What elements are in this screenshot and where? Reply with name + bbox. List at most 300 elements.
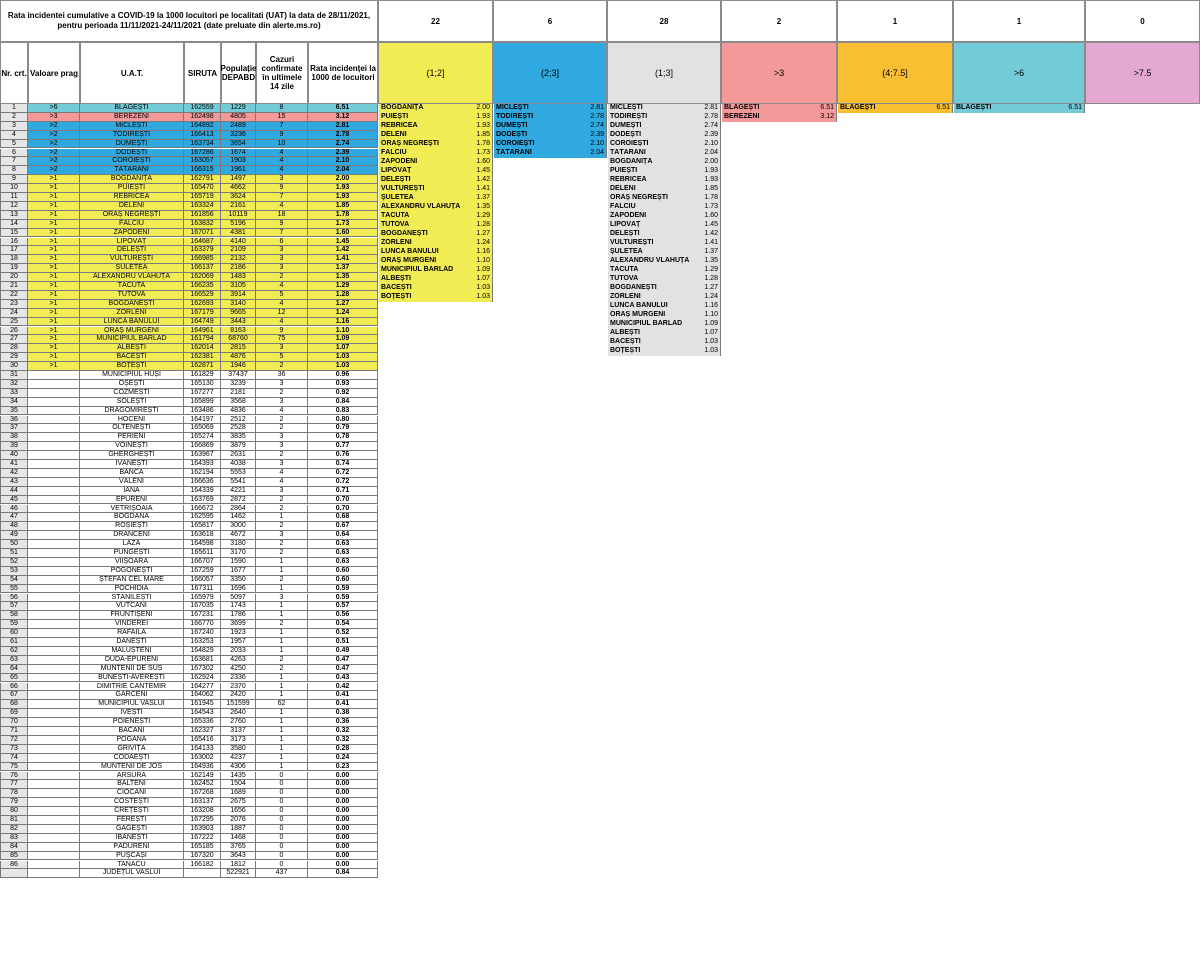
row-rata: 0.96 (308, 371, 378, 380)
table-row (0, 763, 378, 772)
row-prag (28, 451, 80, 460)
row-siruta: 166235 (184, 282, 221, 291)
row-populatie: 5553 (221, 469, 256, 478)
row-populatie: 1674 (221, 149, 256, 158)
row-rata: 0.77 (308, 442, 378, 451)
row-uat: ȘTEFAN CEL MARE (80, 576, 184, 585)
row-nr: 2 (0, 113, 28, 122)
row-prag (28, 513, 80, 522)
table-row (0, 807, 378, 816)
row-nr: 52 (0, 558, 28, 567)
row-nr: 70 (0, 718, 28, 727)
row-siruta: 167277 (184, 389, 221, 398)
row-siruta: 163002 (184, 754, 221, 763)
row-siruta: 164133 (184, 745, 221, 754)
row-uat: FEREȘTI (80, 816, 184, 825)
row-rata: 1.93 (308, 184, 378, 193)
row-uat: PĂDURENI (80, 843, 184, 852)
row-rata: 0.83 (308, 407, 378, 416)
row-rata: 0.64 (308, 531, 378, 540)
row-rata: 1.07 (308, 344, 378, 353)
table-row (0, 522, 378, 531)
row-siruta: 161856 (184, 211, 221, 220)
list-item (379, 293, 492, 302)
row-nr: 19 (0, 264, 28, 273)
list-item (608, 329, 720, 338)
row-siruta: 165719 (184, 193, 221, 202)
row-uat: JUDEȚUL VASLUI (80, 869, 184, 878)
row-rata: 0.76 (308, 451, 378, 460)
row-siruta: 167240 (184, 629, 221, 638)
list-item (954, 104, 1084, 113)
row-rata: 0.49 (308, 647, 378, 656)
table-row (0, 318, 378, 327)
row-nr: 33 (0, 389, 28, 398)
row-prag (28, 665, 80, 674)
row-cazuri: 9 (256, 220, 308, 229)
table-row (0, 175, 378, 184)
row-rata: 1.45 (308, 238, 378, 247)
row-populatie: 4250 (221, 665, 256, 674)
row-cazuri: 0 (256, 861, 308, 870)
row-prag: >2 (28, 140, 80, 149)
row-cazuri: 2 (256, 273, 308, 282)
list-item-name: LIPOVĂȚ (610, 221, 641, 228)
row-prag (28, 656, 80, 665)
row-cazuri: 437 (256, 869, 308, 878)
row-nr: 9 (0, 175, 28, 184)
row-cazuri: 1 (256, 567, 308, 576)
row-uat: COZMEȘTI (80, 389, 184, 398)
table-row (0, 531, 378, 540)
row-cazuri: 3 (256, 460, 308, 469)
row-cazuri: 9 (256, 327, 308, 336)
row-siruta: 163486 (184, 407, 221, 416)
row-uat: PUNGEȘTI (80, 549, 184, 558)
column-divider (492, 104, 493, 302)
row-siruta: 167286 (184, 149, 221, 158)
row-rata: 0.60 (308, 567, 378, 576)
row-siruta: 166057 (184, 576, 221, 585)
row-uat: VETRIȘOAIA (80, 505, 184, 514)
list-item (608, 257, 720, 266)
row-uat: HOCENI (80, 416, 184, 425)
row-uat: GHERGHEȘTI (80, 451, 184, 460)
list-item (608, 122, 720, 131)
row-cazuri: 1 (256, 718, 308, 727)
row-prag (28, 789, 80, 798)
row-populatie: 1689 (221, 789, 256, 798)
row-nr: 39 (0, 442, 28, 451)
table-row (0, 549, 378, 558)
row-nr: 42 (0, 469, 28, 478)
list-item-value: 2.39 (704, 131, 718, 138)
table-row (0, 816, 378, 825)
table-row (0, 718, 378, 727)
row-prag (28, 433, 80, 442)
row-rata: 0.57 (308, 602, 378, 611)
row-uat: BOGDANA (80, 513, 184, 522)
list-item-value: 6.51 (820, 104, 834, 111)
row-prag: >1 (28, 291, 80, 300)
list-item (379, 113, 492, 122)
table-row (0, 674, 378, 683)
row-prag (28, 594, 80, 603)
row-prag: >1 (28, 300, 80, 309)
row-siruta: 162559 (184, 104, 221, 113)
row-uat: POGONEȘTI (80, 567, 184, 576)
summary-count: 1 (953, 0, 1085, 42)
row-nr (0, 869, 28, 878)
row-populatie: 151599 (221, 700, 256, 709)
row-cazuri: 4 (256, 407, 308, 416)
row-rata: 0.59 (308, 585, 378, 594)
row-populatie: 2109 (221, 246, 256, 255)
row-cazuri: 2 (256, 665, 308, 674)
row-cazuri: 2 (256, 522, 308, 531)
row-siruta: 162871 (184, 362, 221, 371)
list-item (379, 221, 492, 230)
row-siruta: 162452 (184, 780, 221, 789)
row-rata: 0.78 (308, 433, 378, 442)
list-item (494, 140, 606, 149)
row-nr: 56 (0, 594, 28, 603)
row-cazuri: 0 (256, 843, 308, 852)
table-row (0, 193, 378, 202)
row-cazuri: 0 (256, 772, 308, 781)
list-item-value: 1.03 (476, 293, 490, 300)
row-rata: 0.00 (308, 807, 378, 816)
row-cazuri: 0 (256, 852, 308, 861)
list-item (379, 176, 492, 185)
row-nr: 17 (0, 246, 28, 255)
row-siruta: 165069 (184, 424, 221, 433)
row-prag: >1 (28, 344, 80, 353)
row-populatie: 4263 (221, 656, 256, 665)
row-cazuri: 4 (256, 469, 308, 478)
row-populatie: 4306 (221, 763, 256, 772)
row-prag (28, 674, 80, 683)
row-populatie: 3624 (221, 193, 256, 202)
row-cazuri: 1 (256, 691, 308, 700)
list-item-name: BLĂGEȘTI (840, 104, 876, 111)
row-prag: >1 (28, 220, 80, 229)
row-cazuri: 9 (256, 184, 308, 193)
table-row (0, 780, 378, 789)
row-siruta: 163769 (184, 496, 221, 505)
table-row (0, 567, 378, 576)
row-populatie: 1468 (221, 834, 256, 843)
list-item (379, 230, 492, 239)
list-item-value: 1.73 (476, 149, 490, 156)
table-row (0, 149, 378, 158)
list-item-value: 1.37 (704, 248, 718, 255)
row-nr: 22 (0, 291, 28, 300)
row-populatie: 4237 (221, 754, 256, 763)
row-rata: 0.00 (308, 816, 378, 825)
row-prag: >2 (28, 166, 80, 175)
list-item-name: BOGDĂNIȚA (381, 104, 424, 111)
row-nr: 49 (0, 531, 28, 540)
table-row (0, 433, 378, 442)
row-cazuri: 1 (256, 709, 308, 718)
list-item-name: BOGDĂNEȘTI (381, 230, 428, 237)
row-prag (28, 478, 80, 487)
row-siruta: 162194 (184, 469, 221, 478)
list-item-value: 1.29 (476, 212, 490, 219)
list-item-name: DELEȘTI (381, 176, 411, 183)
list-item-value: 1.24 (704, 293, 718, 300)
row-cazuri: 62 (256, 700, 308, 709)
list-item-name: ZĂPODENI (610, 212, 647, 219)
list-item (608, 176, 720, 185)
list-item-value: 1.85 (476, 131, 490, 138)
list-item-name: FĂLCIU (610, 203, 636, 210)
row-uat: DIMITRIE CANTEMIR (80, 683, 184, 692)
row-rata: 0.63 (308, 540, 378, 549)
row-cazuri: 1 (256, 736, 308, 745)
list-item (494, 131, 606, 140)
row-prag (28, 816, 80, 825)
row-populatie: 1887 (221, 825, 256, 834)
row-nr: 64 (0, 665, 28, 674)
row-rata: 1.35 (308, 273, 378, 282)
row-prag (28, 700, 80, 709)
row-nr: 83 (0, 834, 28, 843)
row-cazuri: 3 (256, 398, 308, 407)
row-uat: BĂCANI (80, 727, 184, 736)
row-siruta: 163734 (184, 140, 221, 149)
list-item (379, 149, 492, 158)
row-cazuri: 4 (256, 300, 308, 309)
row-siruta: 167259 (184, 567, 221, 576)
row-cazuri: 1 (256, 745, 308, 754)
column-divider (1084, 104, 1085, 113)
row-uat: ARSURA (80, 772, 184, 781)
list-item (494, 149, 606, 158)
list-item-name: ORAȘ MURGENI (610, 311, 666, 318)
row-cazuri: 4 (256, 282, 308, 291)
row-cazuri: 0 (256, 825, 308, 834)
list-item-value: 1.85 (704, 185, 718, 192)
list-item-name: BOȚEȘTI (381, 293, 412, 300)
row-prag (28, 576, 80, 585)
row-uat: ZORLENI (80, 309, 184, 318)
table-row (0, 424, 378, 433)
row-cazuri: 15 (256, 113, 308, 122)
row-rata: 0.59 (308, 594, 378, 603)
row-cazuri: 2 (256, 549, 308, 558)
row-populatie: 1961 (221, 166, 256, 175)
list-item-value: 1.45 (704, 221, 718, 228)
row-prag: >1 (28, 175, 80, 184)
row-populatie: 5196 (221, 220, 256, 229)
row-prag (28, 683, 80, 692)
row-rata: 0.00 (308, 825, 378, 834)
list-item (608, 284, 720, 293)
row-uat: FRUNTIȘENI (80, 611, 184, 620)
table-row (0, 709, 378, 718)
row-uat: DRÂNCENI (80, 531, 184, 540)
row-uat: MUNTENII DE SUS (80, 665, 184, 674)
list-item-value: 1.41 (704, 239, 718, 246)
row-uat: LAZA (80, 540, 184, 549)
row-prag (28, 424, 80, 433)
list-item-value: 1.16 (704, 302, 718, 309)
row-populatie: 2076 (221, 816, 256, 825)
table-row (0, 513, 378, 522)
row-uat: REBRICEA (80, 193, 184, 202)
row-prag (28, 620, 80, 629)
list-item-name: BLĂGEȘTI (724, 104, 760, 111)
row-rata: 0.00 (308, 780, 378, 789)
row-siruta: 163208 (184, 807, 221, 816)
row-populatie: 1946 (221, 362, 256, 371)
table-row (0, 558, 378, 567)
list-item (494, 104, 606, 113)
table-row (0, 843, 378, 852)
row-prag: >1 (28, 327, 80, 336)
row-populatie: 4876 (221, 353, 256, 362)
row-siruta: 161829 (184, 371, 221, 380)
row-prag (28, 567, 80, 576)
list-item-value: 1.35 (476, 203, 490, 210)
row-uat: RAFAILA (80, 629, 184, 638)
header-prag: Valoare prag (28, 42, 80, 104)
row-siruta: 167320 (184, 852, 221, 861)
row-populatie: 4140 (221, 238, 256, 247)
row-prag: >2 (28, 157, 80, 166)
row-siruta: 164543 (184, 709, 221, 718)
row-rata: 0.41 (308, 691, 378, 700)
row-populatie: 3654 (221, 140, 256, 149)
row-siruta: 165817 (184, 522, 221, 531)
row-nr: 86 (0, 861, 28, 870)
row-rata: 0.23 (308, 763, 378, 772)
table-row (0, 238, 378, 247)
row-nr: 10 (0, 184, 28, 193)
row-siruta: 165470 (184, 184, 221, 193)
row-siruta: 166707 (184, 558, 221, 567)
row-rata: 0.60 (308, 576, 378, 585)
row-siruta: 162149 (184, 772, 221, 781)
row-populatie: 3173 (221, 736, 256, 745)
row-prag (28, 843, 80, 852)
row-cazuri: 18 (256, 211, 308, 220)
row-cazuri: 0 (256, 807, 308, 816)
row-cazuri: 3 (256, 255, 308, 264)
row-prag (28, 763, 80, 772)
row-cazuri: 2 (256, 656, 308, 665)
row-siruta: 164339 (184, 487, 221, 496)
row-cazuri: 4 (256, 149, 308, 158)
row-cazuri: 3 (256, 487, 308, 496)
list-item-name: BOȚEȘTI (610, 347, 641, 354)
row-nr: 7 (0, 157, 28, 166)
row-siruta: 165185 (184, 843, 221, 852)
row-nr: 14 (0, 220, 28, 229)
table-row (0, 540, 378, 549)
table-row (0, 353, 378, 362)
row-rata: 0.84 (308, 398, 378, 407)
row-siruta: 167071 (184, 229, 221, 238)
row-cazuri: 1 (256, 754, 308, 763)
row-nr: 61 (0, 638, 28, 647)
row-populatie: 2370 (221, 683, 256, 692)
row-rata: 0.71 (308, 487, 378, 496)
row-prag (28, 807, 80, 816)
row-siruta: 164936 (184, 763, 221, 772)
row-populatie: 2512 (221, 416, 256, 425)
row-uat: MUNICIPIUL VASLUI (80, 700, 184, 709)
row-nr: 23 (0, 300, 28, 309)
row-populatie: 2640 (221, 709, 256, 718)
row-prag (28, 798, 80, 807)
row-uat: POGANA (80, 736, 184, 745)
summary-category: (2;3] (493, 42, 607, 104)
row-prag: >1 (28, 193, 80, 202)
list-item (608, 266, 720, 275)
table-row (0, 745, 378, 754)
row-populatie: 4221 (221, 487, 256, 496)
row-nr: 80 (0, 807, 28, 816)
row-uat: ALEXANDRU VLAHUȚĂ (80, 273, 184, 282)
table-row (0, 389, 378, 398)
row-nr: 43 (0, 478, 28, 487)
summary-count: 1 (837, 0, 953, 42)
list-item-value: 2.78 (704, 113, 718, 120)
table-row (0, 451, 378, 460)
row-rata: 1.16 (308, 318, 378, 327)
row-cazuri: 7 (256, 193, 308, 202)
table-row (0, 264, 378, 273)
row-populatie: 4381 (221, 229, 256, 238)
row-populatie: 3236 (221, 131, 256, 140)
row-prag (28, 647, 80, 656)
row-siruta: 162327 (184, 727, 221, 736)
row-siruta: 162498 (184, 113, 221, 122)
list-item-name: FĂLCIU (381, 149, 407, 156)
row-prag (28, 718, 80, 727)
list-item-value: 1.28 (704, 275, 718, 282)
row-prag: >2 (28, 149, 80, 158)
table-row (0, 798, 378, 807)
row-prag (28, 585, 80, 594)
row-nr: 50 (0, 540, 28, 549)
row-siruta: 163618 (184, 531, 221, 540)
list-item-name: VULTUREȘTI (610, 239, 654, 246)
row-uat: TUTOVA (80, 291, 184, 300)
list-item-name: ȘULETEA (610, 248, 643, 255)
row-cazuri: 4 (256, 157, 308, 166)
row-uat: BĂCEȘTI (80, 353, 184, 362)
list-item (379, 284, 492, 293)
row-rata: 0.51 (308, 638, 378, 647)
row-populatie: 3765 (221, 843, 256, 852)
table-row (0, 683, 378, 692)
row-populatie: 3170 (221, 549, 256, 558)
list-item-name: BĂCEȘTI (381, 284, 412, 291)
list-item (608, 140, 720, 149)
list-item-value: 1.03 (476, 284, 490, 291)
row-nr: 20 (0, 273, 28, 282)
row-rata: 2.74 (308, 140, 378, 149)
row-nr: 77 (0, 780, 28, 789)
row-populatie: 2033 (221, 647, 256, 656)
list-item (608, 347, 720, 356)
row-cazuri: 6 (256, 238, 308, 247)
row-nr: 82 (0, 825, 28, 834)
